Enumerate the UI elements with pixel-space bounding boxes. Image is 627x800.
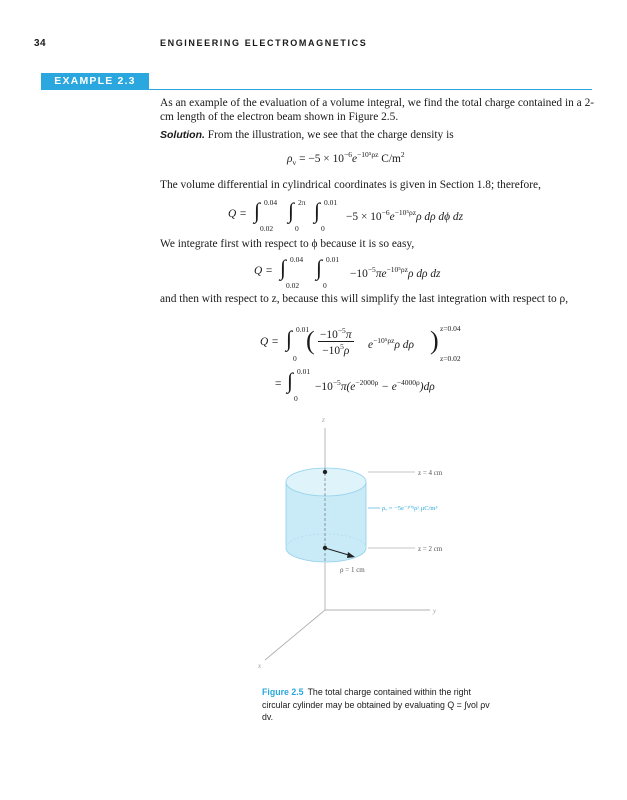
axis-label-x: x (258, 662, 262, 670)
equation-q-evaluated: Q = ∫ 0.01 0 ( $\frac{-10^{-5}\pi}{-10^5\rho}$ $e^{-10^5\rho z}\rho$ dρ ) z=0.04 z=0.02 (260, 324, 461, 363)
x-axis-line (265, 610, 325, 660)
solution-line (160, 128, 600, 142)
axis-label-y: y (433, 607, 437, 615)
page-number: 34 (34, 38, 47, 49)
example-rule (149, 89, 592, 90)
figure-label: Figure 2.5 (262, 687, 304, 697)
equation-q-final-integral: = ∫ 0.01 0 $-10^{-5}\pi(e^{-2000\rho} - e^{-4000\rho})d\rho$ (275, 367, 435, 403)
axis-label-z: z (322, 416, 325, 424)
solution-text: From the illustration, we see that the charge density is (207, 129, 454, 141)
label-z4: z = 4 cm (418, 469, 443, 477)
example-badge: EXAMPLE 2.3 (41, 73, 149, 90)
intro-paragraph: As an example of the evaluation of a volume integral, we find the total charge contained in a 2-cm length of the electron beam shown in Figure 2.5. (160, 97, 595, 123)
integrate-z-text: and then with respect to z, because this will simplify the last integration with respect to ρ, (160, 293, 569, 305)
equation-charge-density: $\rho_v = -5 \times 10^{-6}e^{-10^5\rho z}$ $C/m^2$ (287, 150, 405, 168)
equation-q-double-integral: Q = ∫ 0.04 0.02 ∫ 0.01 0 $-10^{-5}\pi e^{-10^5\rho z}\rho$ dρ dz (254, 255, 441, 290)
label-z2: z = 2 cm (418, 545, 443, 553)
volume-differential-text: The volume differential in cylindrical coordinates is given in Section 1.8; therefore, (160, 179, 541, 191)
figure-cylinder (240, 410, 500, 670)
figure-caption-text: The total charge contained within the right circular cylinder may be obtained by evaluating Q = ∫vol ρv dv. (262, 687, 490, 723)
running-title: ENGINEERING ELECTROMAGNETICS (160, 38, 368, 48)
solution-label: Solution. (160, 129, 205, 141)
label-rho: ρ = 1 cm (340, 566, 365, 574)
point-z4 (323, 470, 327, 474)
figure-caption (262, 686, 492, 724)
label-density: ρᵥ = −5e⁻¹⁰⁵ρᶻ μC/m³ (382, 505, 438, 512)
equation-q-triple-integral: Q = ∫ 0.04 0.02 ∫ 2π 0 ∫ 0.01 0 $-5 \times 10^{-6}e^{-10^5\rho z}\rho$ dρ dϕ dz (228, 198, 464, 233)
integrate-phi-text: We integrate first with respect to ϕ because it is so easy, (160, 238, 415, 250)
